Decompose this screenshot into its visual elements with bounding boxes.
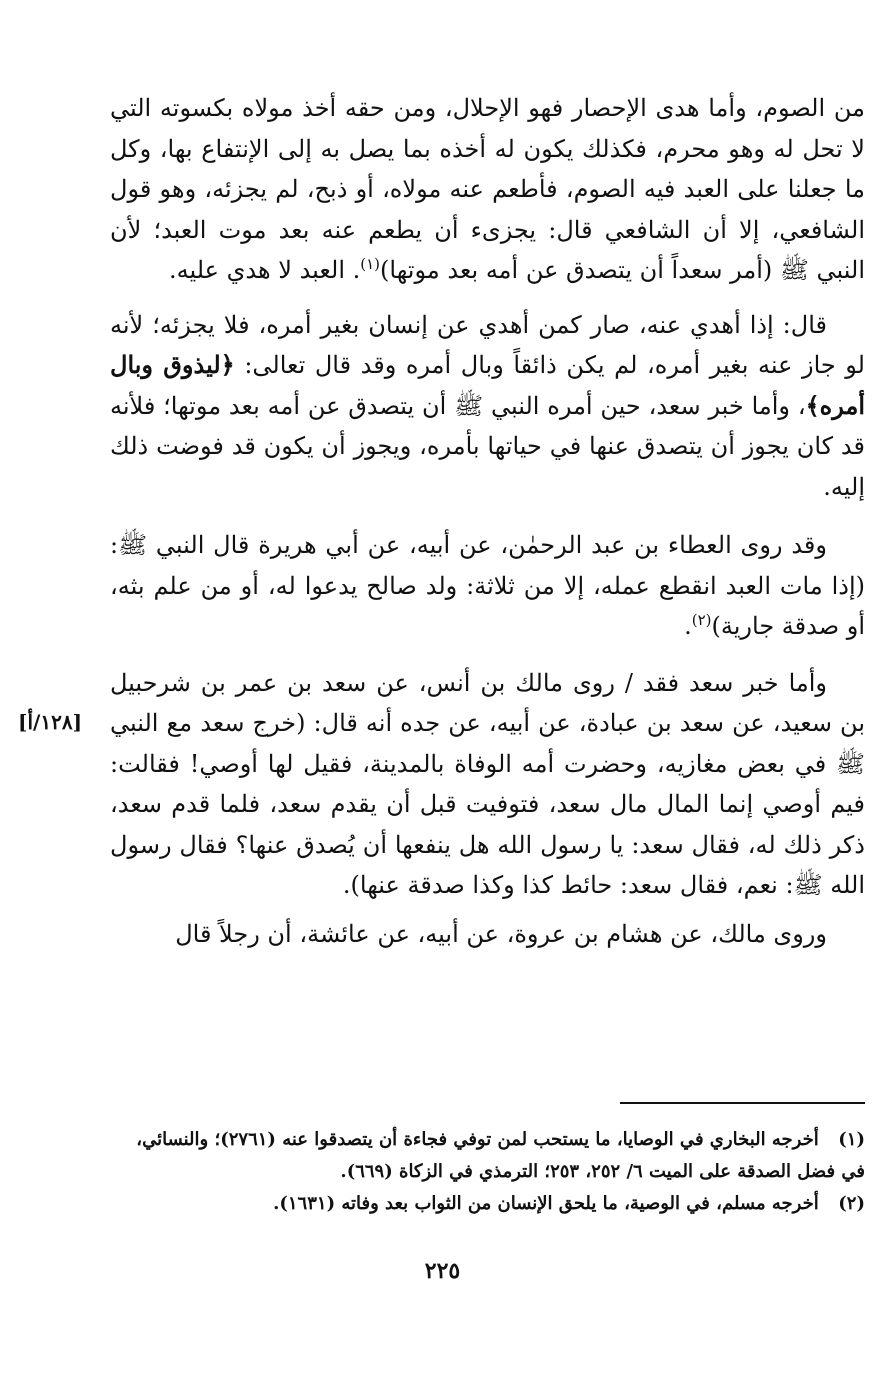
paragraph-3-text: وقد روى العطاء بن عبد الرحمٰن، عن أبيه، عن أبي هريرة قال النبي ﷺ: (إذا مات العبد انقطع عمله، إلا من ثلاثة: ولد صالح يدعوا له، أو من علم بثه، أو صدقة جارية) (110, 531, 865, 640)
quran-quote: ﴿ليذوق وبال أمره﴾ (110, 350, 865, 420)
paragraph-1-end: . العبد لا هدي عليه. (168, 256, 361, 284)
paragraph-1-text: من الصوم، وأما هدى الإحصار فهو الإحلال، ومن حقه أخذ مولاه بكسوته التي لا تحل له وهو محرم، فكذلك يكون له أخذه بما يصل به إلى الإنتفاع بها، وكل ما جعلنا على العبد فيه الصوم، فأطعم عنه مولاه، أو ذبح، لم يجزئه، وهو قول الشافعي، إلا أن الشافعي قال: يجزىء أن يطعم عنه بعد موت العبد؛ لأن النبي ﷺ (أمر سعداً أن يتصدق عن أمه بعد موتها) (110, 94, 865, 284)
main-text (110, 88, 865, 964)
page-number: ٢٢٥ (424, 1258, 461, 1284)
footnote-2-number: (٢) (838, 1193, 865, 1214)
paragraph-2 (110, 305, 865, 508)
paragraph-2-text-b: ، وأما خبر سعد، حين أمره النبي ﷺ أن يتصدق عن أمه بعد موتها؛ فلأنه قد كان يجوز أن يتصدق عنها في حياتها بأمره، ويجوز أن يكون قد فوضت ذلك إليه. (110, 391, 865, 501)
paragraph-4: وأما خبر سعد فقد / روى مالك بن أنس، عن سعد بن عمر بن شرحبيل بن سعيد، عن سعد بن عبادة، عن أبيه، عن جده أنه قال: (خرج سعد مع النبي ﷺ في بعض مغازيه، وحضرت أمه الوفاة بالمدينة، فقيل لها أوصي! فقالت: فيم أوصي إنما المال مال سعد، فتوفيت قبل أن يقدم سعد، فلما قدم سعد، ذكر ذلك له، فقال سعد: يا رسول الله هل ينفعها أن يُصدق عنها؟ فقال رسول الله ﷺ: نعم، فقال سعد: حائط كذا وكذا صدقة عنها). (110, 668, 865, 899)
paragraph-2-text-a: قال: إذا أهدي عنه، صار كمن أهدي عن إنسان بغير أمره، فلا يجزئه؛ لأنه لو جاز عنه بغير أمره، لم يكن ذائقاً وبال أمره وقد قال تعالى: (110, 310, 865, 379)
footnote-ref-2: (٢) (691, 611, 712, 629)
paragraph-3 (110, 525, 865, 647)
footnote-1 (115, 1124, 865, 1188)
footnote-2-text: أخرجه مسلم، في الوصية، ما يلحق الإنسان من الثواب بعد وفاته (١٦٣١). (273, 1193, 819, 1214)
footnote-divider (620, 1102, 865, 1104)
footnotes (115, 1124, 865, 1220)
footnote-1-text: أخرجه البخاري في الوصايا، ما يستحب لمن توفي فجاءة أن يتصدقوا عنه (٢٧٦١)؛ والنسائي، في فضل الصدقة على الميت ٦/ ٢٥٢، ٢٥٣؛ الترمذي في الزكاة (٦٦٩). (136, 1129, 865, 1182)
footnote-1-number: (١) (838, 1129, 865, 1150)
paragraph-3-end: . (684, 612, 692, 640)
footnote-ref-1: (١) (360, 255, 381, 273)
paragraph-1 (110, 88, 865, 291)
paragraph-5: وروى مالك، عن هشام بن عروة، عن أبيه، عن عائشة، أن رجلاً قال (175, 919, 827, 948)
manuscript-folio-marker: [١٢٨/أ] (18, 710, 83, 734)
footnote-2 (115, 1188, 865, 1220)
